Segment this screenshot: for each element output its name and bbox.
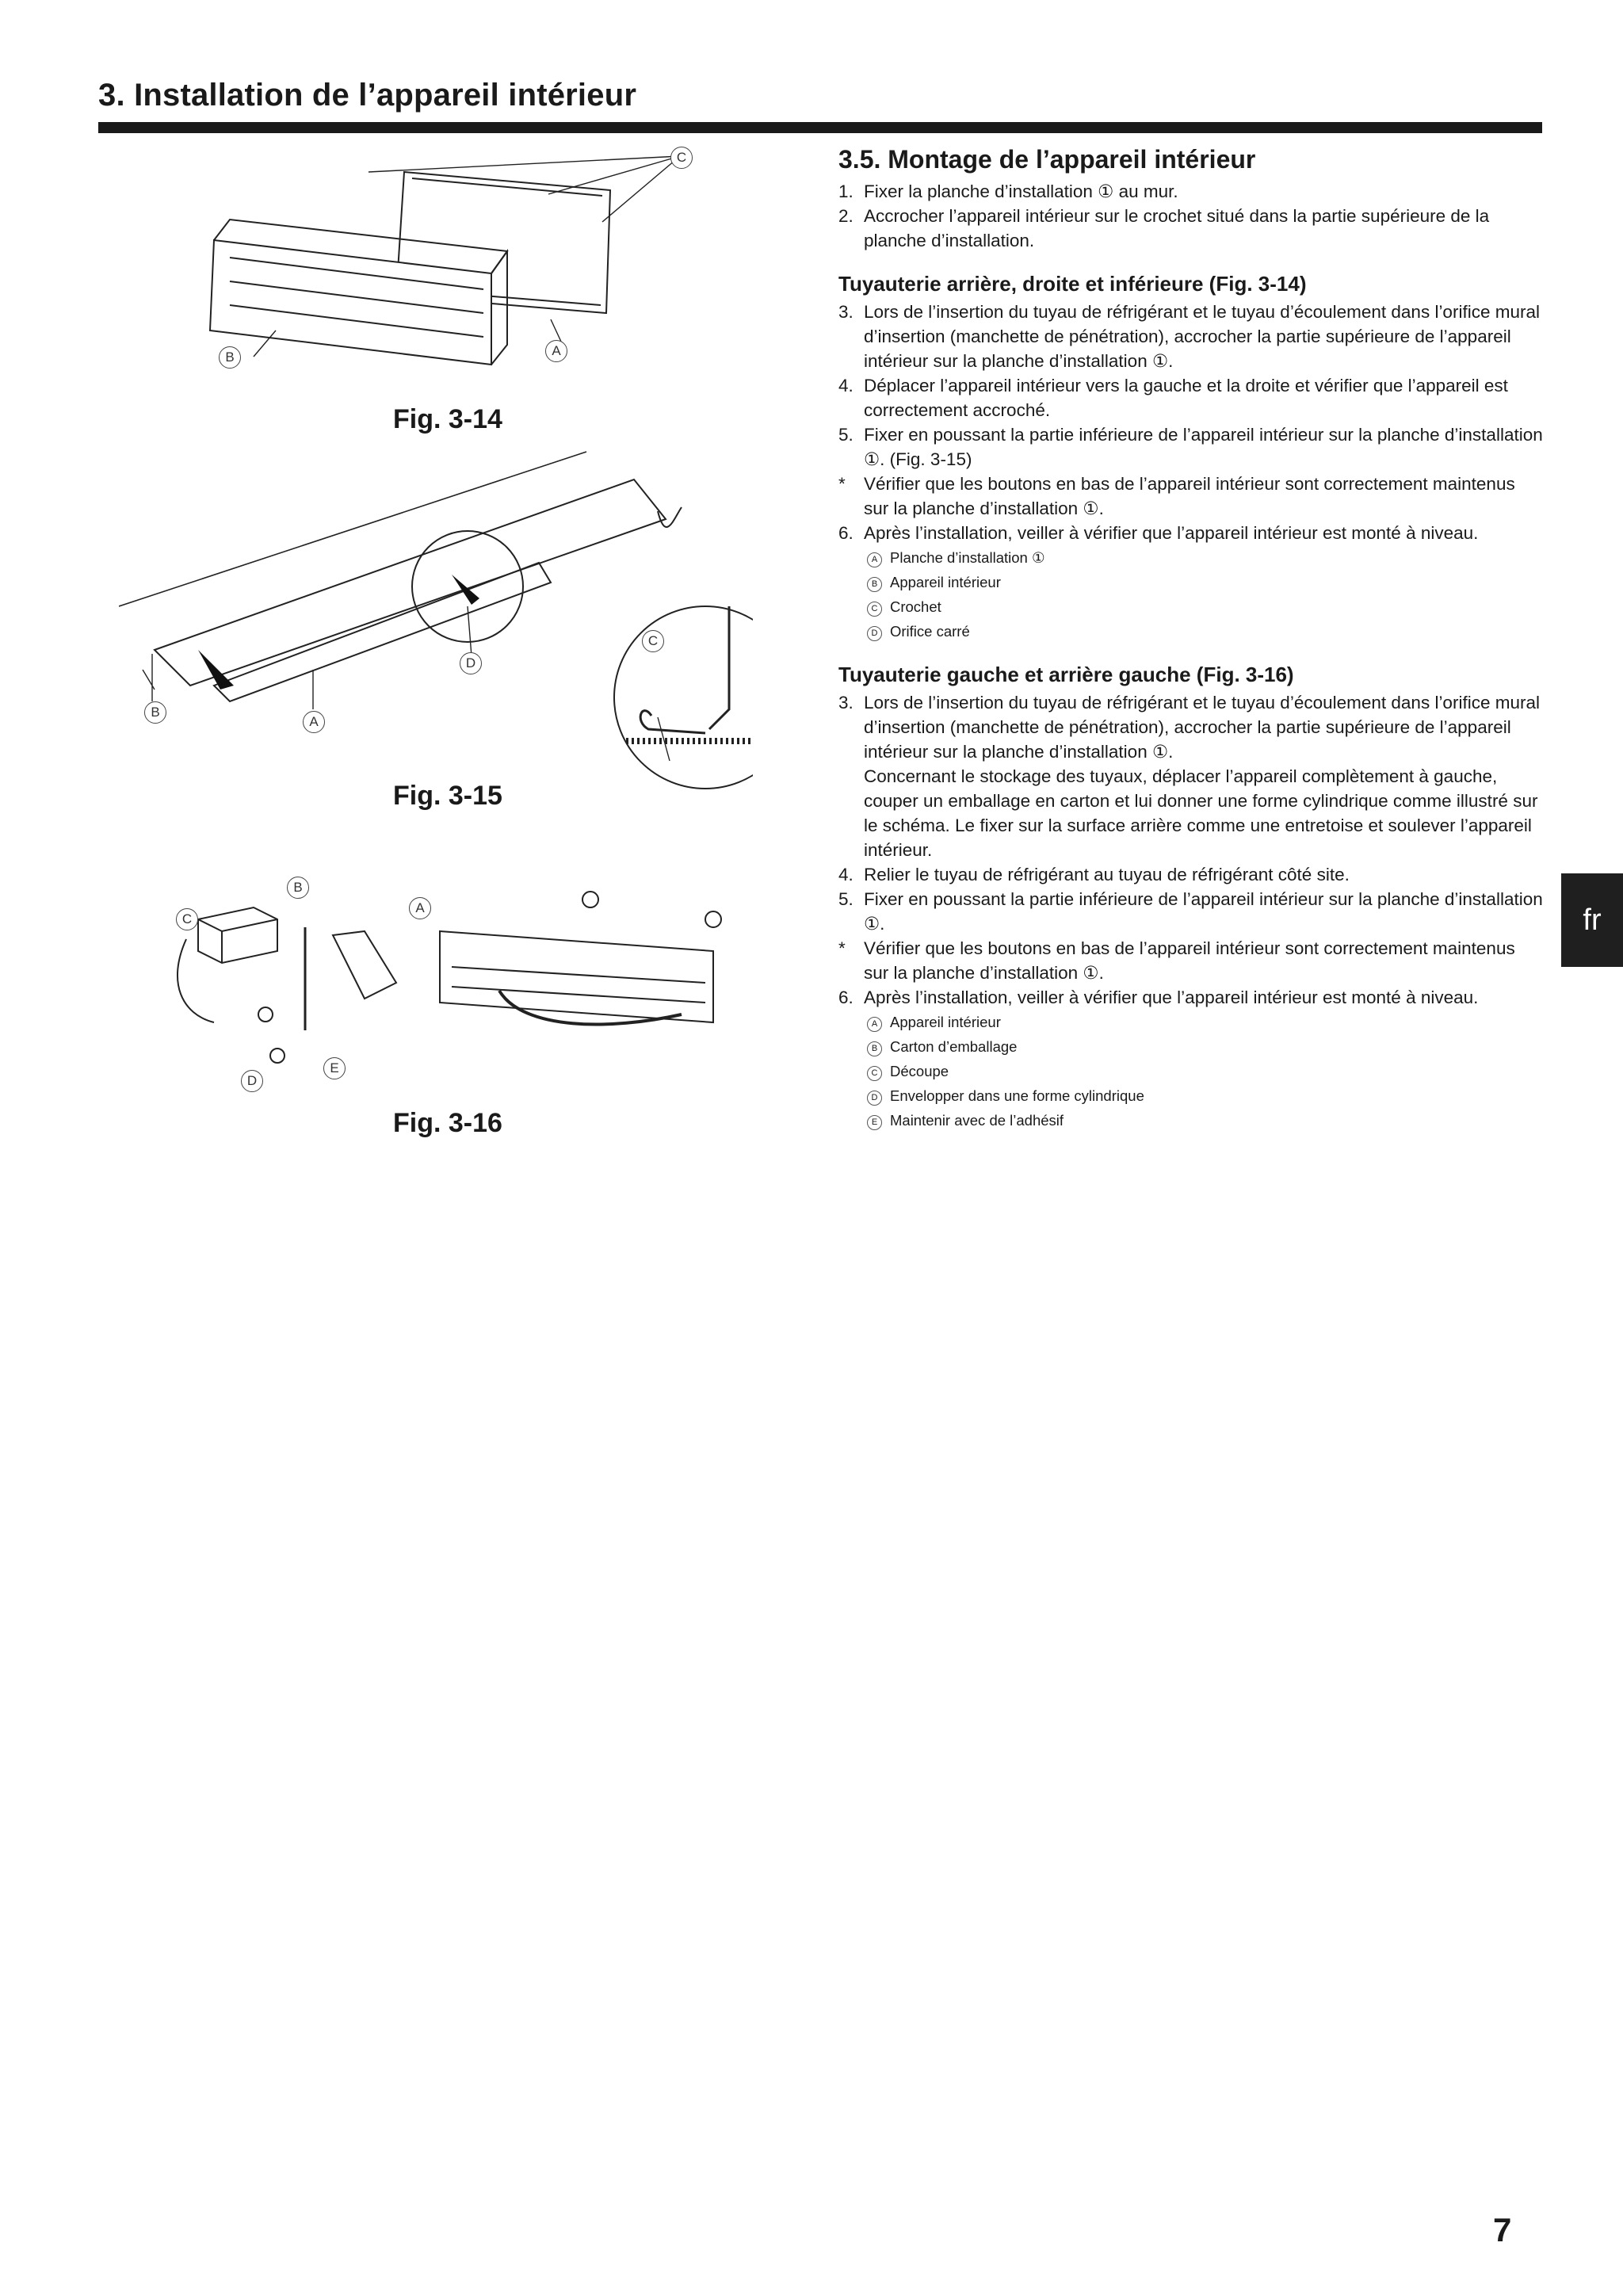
language-tab: fr <box>1561 873 1623 967</box>
subsection-heading: 3.5. Montage de l’appareil intérieur <box>838 145 1256 174</box>
step-item: 6. Après l’installation, veiller à vérifier que l’appareil intérieur est monté à niveau. <box>838 988 1479 1007</box>
fig-3-16-label-a: A <box>409 897 431 919</box>
fig-3-15-illustration <box>119 448 753 812</box>
subheading-rear-right-bottom: Tuyauterie arrière, droite et inférieure (Fig. 3-14) <box>838 272 1307 296</box>
fig-3-15-label-a: A <box>303 711 325 733</box>
step-item: 3. Lors de l’insertion du tuyau de réfrigérant et le tuyau d’écoulement dans l’orifice mural d’insertion (manchette de pénétration), accrocher la partie supérieure de l’appareil intérieur sur la planche d’installation ①. <box>838 302 1540 371</box>
legend-item: D Orifice carré <box>838 619 1544 644</box>
intro-item: 2. Accrocher l’appareil intérieur sur le crochet situé dans la partie supérieure de la planche d’installation. <box>838 206 1490 250</box>
fig-3-15-label-d: D <box>460 652 482 674</box>
fig-3-16-label-c: C <box>176 908 198 930</box>
fig-3-16-label-d: D <box>241 1070 263 1092</box>
fig-3-14-caption: Fig. 3-14 <box>393 404 502 434</box>
note-item: * Vérifier que les boutons en bas de l’appareil intérieur sont correctement maintenus sur la planche d’installation ①. <box>838 938 1515 983</box>
step-item: 6. Après l’installation, veiller à vérifier que l’appareil intérieur est monté à niveau. <box>838 523 1479 543</box>
figure-3-15 <box>119 448 753 812</box>
step-item: 4. Relier le tuyau de réfrigérant au tuyau de réfrigérant côté site. <box>838 865 1350 884</box>
legend-item: C Découpe <box>838 1059 1544 1083</box>
note-item: * Vérifier que les boutons en bas de l’appareil intérieur sont correctement maintenus sur la planche d’installation ①. <box>838 474 1515 518</box>
step-item: 3. Lors de l’insertion du tuyau de réfrigérant et le tuyau d’écoulement dans l’orifice mural d’insertion (manchette de pénétration), accrocher la partie supérieure de l’appareil intérieur sur la planche d’installation ①. <box>838 693 1540 762</box>
legend-item: A Appareil intérieur <box>838 1010 1544 1034</box>
legend-item: B Appareil intérieur <box>838 570 1544 594</box>
fig-3-14-label-a: A <box>545 340 567 362</box>
fig-3-15-caption: Fig. 3-15 <box>393 781 502 811</box>
figure-3-14 <box>111 147 713 448</box>
step-item: 4. Déplacer l’appareil intérieur vers la gauche et la droite et vérifier que l’appareil est correctement accroché. <box>838 376 1508 420</box>
title-rule <box>98 122 1542 133</box>
fig-3-14-label-c: C <box>670 147 693 169</box>
legend-item: D Envelopper dans une forme cylindrique <box>838 1083 1544 1108</box>
fig-3-15-label-c: C <box>642 630 664 652</box>
legend-item: B Carton d’emballage <box>838 1034 1544 1059</box>
intro-item: 1. Fixer la planche d’installation ① au mur. <box>838 181 1178 201</box>
legend-item: E Maintenir avec de l’adhésif <box>838 1108 1544 1133</box>
legend-item: A Planche d’installation ① <box>838 545 1544 570</box>
subheading-left-rear-left: Tuyauterie gauche et arrière gauche (Fig. 3-16) <box>838 663 1294 686</box>
page-title: 3. Installation de l’appareil intérieur <box>98 78 637 113</box>
fig-3-16-illustration <box>166 872 737 1102</box>
step-item: 5. Fixer en poussant la partie inférieure de l’appareil intérieur sur la planche d’installation ①. <box>838 889 1543 934</box>
fig-3-14-illustration <box>111 147 713 448</box>
page-number: 7 <box>1493 2211 1512 2248</box>
fig-3-16-caption: Fig. 3-16 <box>393 1108 502 1138</box>
figure-3-16 <box>166 872 737 1102</box>
step-item: 5. Fixer en poussant la partie inférieure de l’appareil intérieur sur la planche d’installation ①. (Fig. 3-15) <box>838 425 1543 469</box>
text-column <box>838 145 1544 1133</box>
fig-3-14-label-b: B <box>219 346 241 369</box>
fig-3-15-label-b: B <box>144 701 166 724</box>
fig-3-16-label-e: E <box>323 1057 346 1079</box>
legend-item: C Crochet <box>838 594 1544 619</box>
step-item-continued: Concernant le stockage des tuyaux, déplacer l’appareil complètement à gauche, couper un emballage en carton et lui donner une forme cylindrique comme illustré sur le schéma. Le fixer sur la surface arrière comme une entretoise et soulever l’appareil intérieur. <box>864 766 1538 860</box>
fig-3-16-label-b: B <box>287 877 309 899</box>
